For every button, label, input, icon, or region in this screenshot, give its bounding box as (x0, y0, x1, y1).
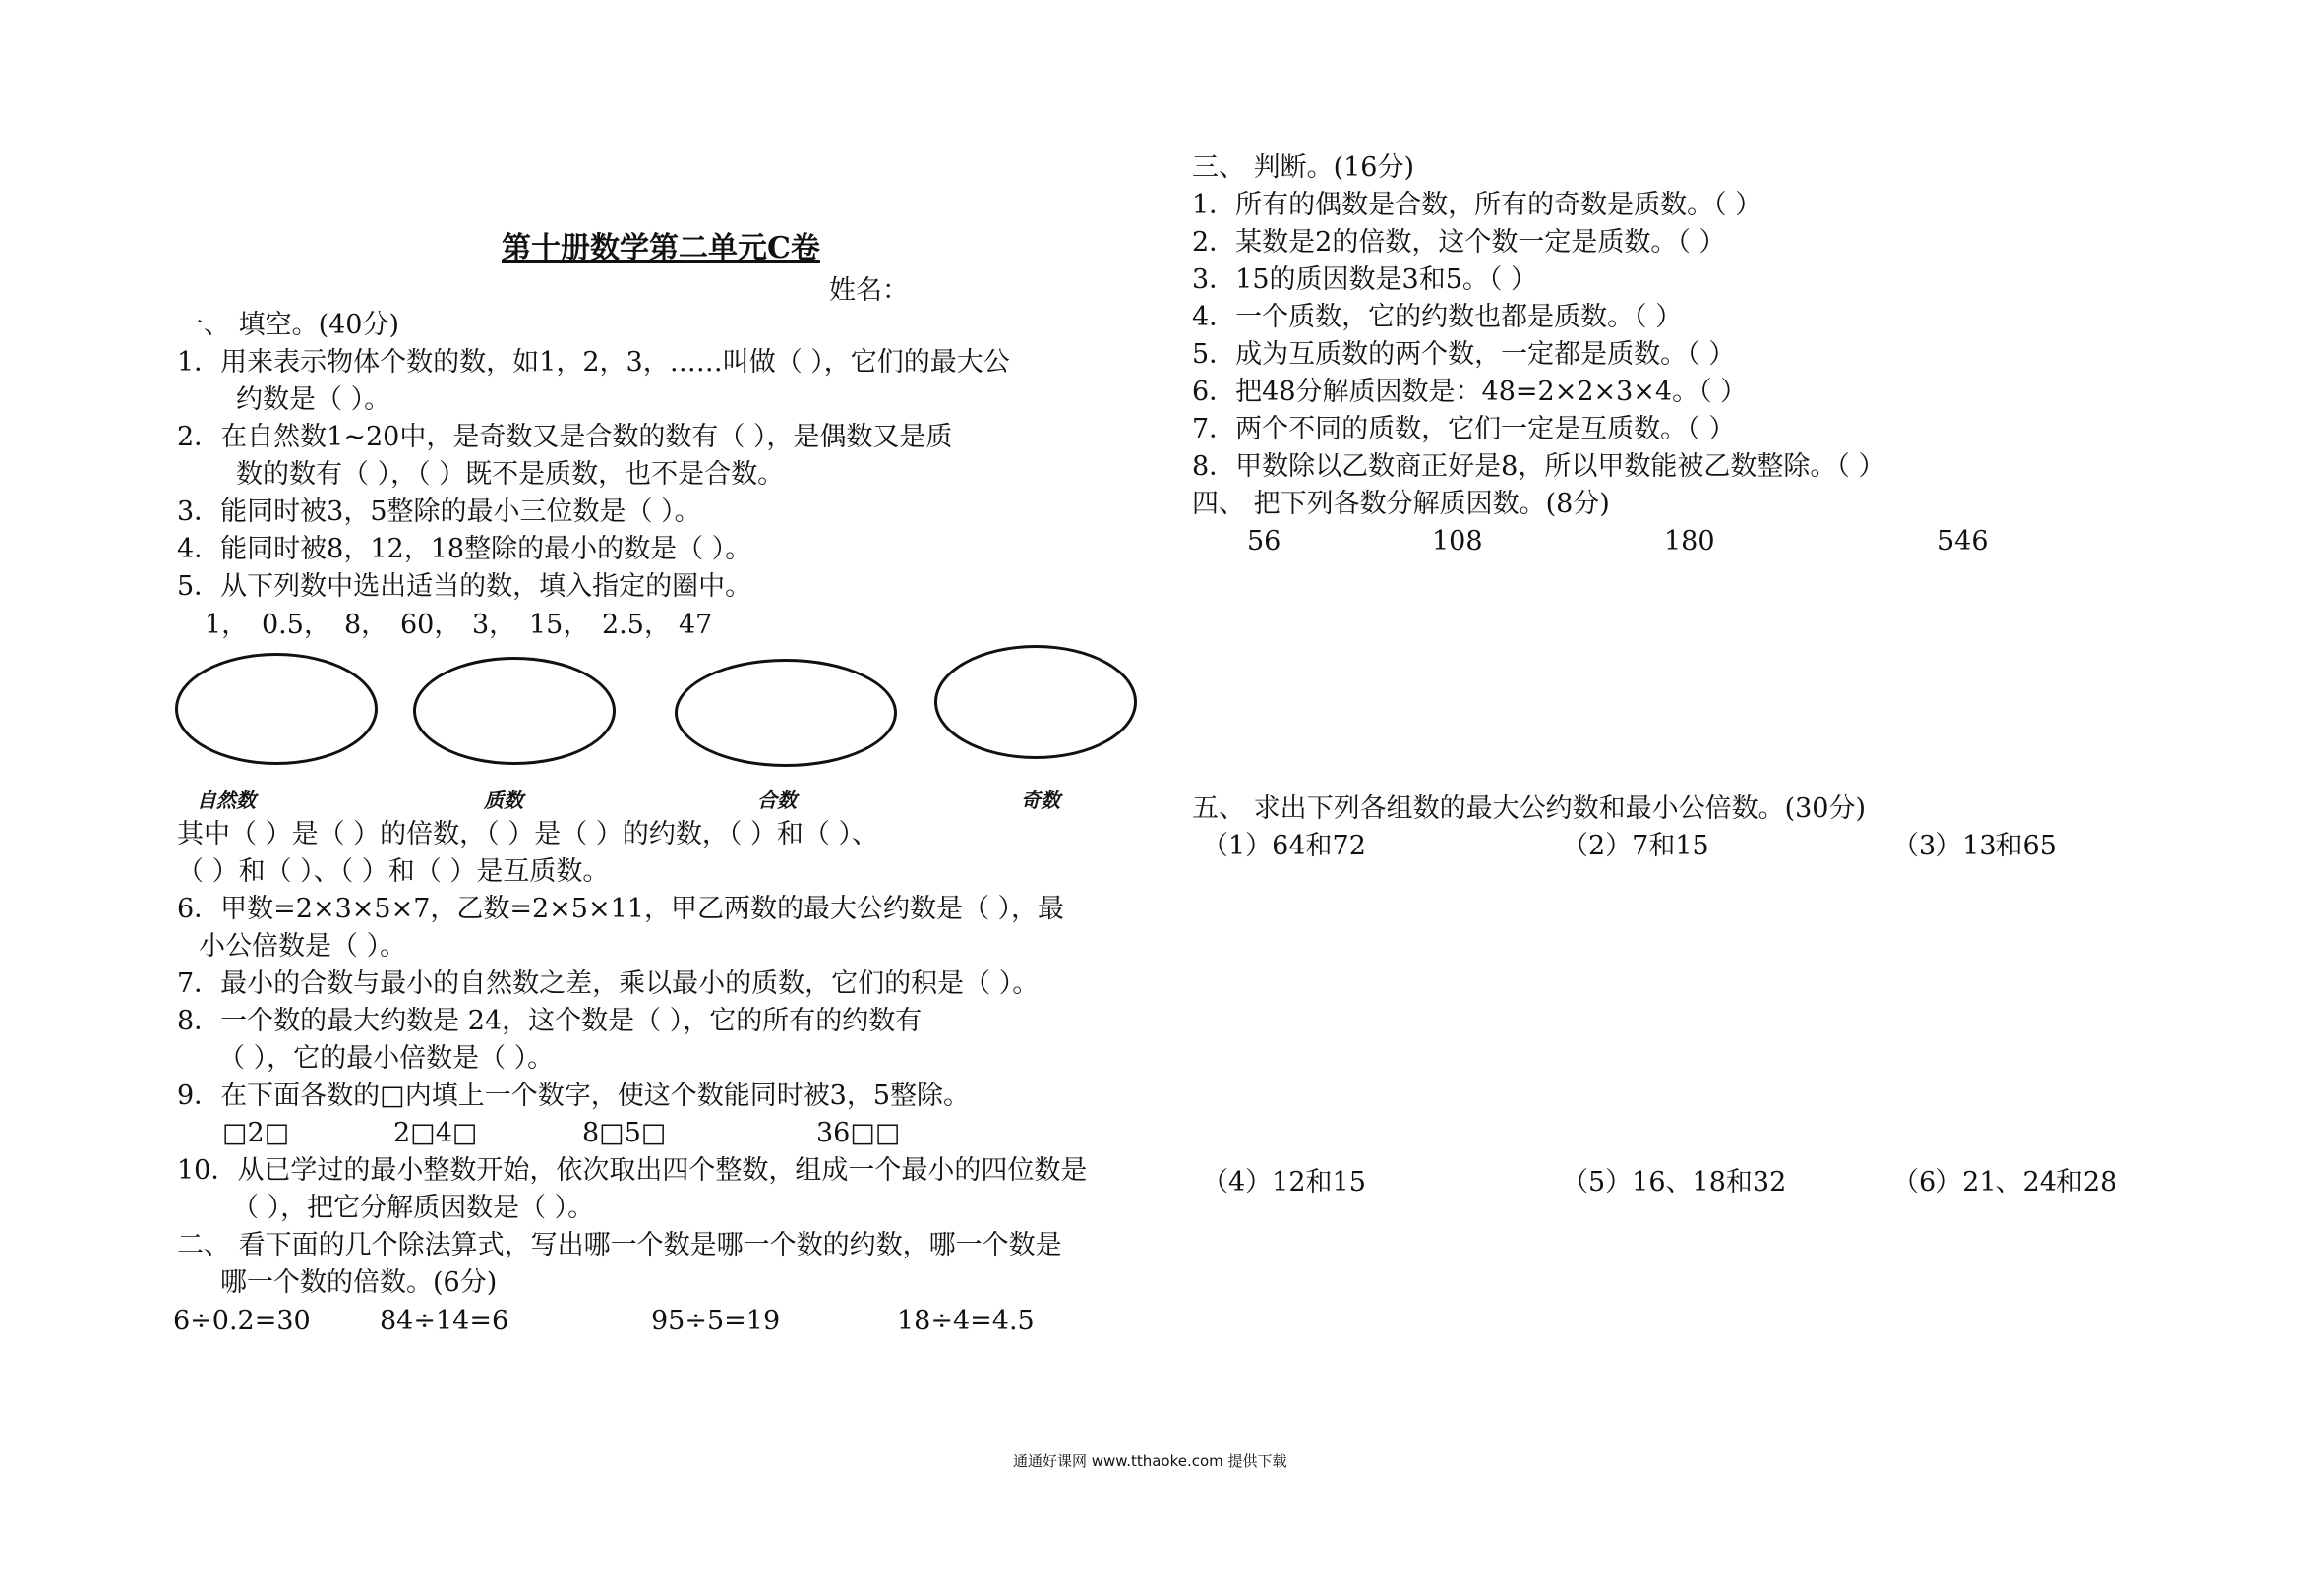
gcd-lcm-item: （5）16、18和32 (1562, 1167, 1787, 1198)
judgment-1: 1．所有的偶数是合数，所有的奇数是质数。（ ） (1192, 190, 1762, 220)
gcd-lcm-item: （4）12和15 (1202, 1167, 1366, 1198)
oval-label: 合数 (757, 789, 797, 812)
gcd-lcm-item: （1）64和72 (1202, 831, 1366, 861)
digit-blank-item: 2□4□ (393, 1118, 478, 1148)
oval-odd-numbers (934, 645, 1137, 759)
question-6-line-2: 小公倍数是（ ）。 (199, 931, 407, 962)
factor-number: 180 (1664, 526, 1715, 556)
question-5: 5．从下列数中选出适当的数，填入指定的圈中。 (177, 571, 752, 602)
judgment-7: 7．两个不同的质数，它们一定是互质数。（ ） (1192, 414, 1736, 444)
factor-number: 56 (1247, 526, 1281, 556)
oval-prime-numbers (413, 657, 616, 765)
oval-label: 自然数 (197, 789, 256, 812)
digit-blank-item: □2□ (222, 1118, 290, 1148)
question-4: 4．能同时被8，12，18整除的最小的数是（ ）。 (177, 534, 752, 564)
judgment-6: 6．把48分解质因数是：48=2×2×3×4。（ ） (1192, 377, 1748, 407)
number-item: 8， (344, 610, 388, 640)
division-item: 6÷0.2=30 (173, 1306, 311, 1336)
factor-number: 108 (1432, 526, 1483, 556)
oval-natural-numbers (175, 653, 378, 765)
gcd-lcm-item: （6）21、24和28 (1892, 1167, 2117, 1198)
oval-label: 奇数 (1021, 789, 1060, 812)
number-item: 3， (472, 610, 516, 640)
section-1-heading: 一、 填空。(40分) (177, 310, 400, 340)
digit-blank-item: 8□5□ (582, 1118, 667, 1148)
page-title: 第十册数学第二单元C卷 (502, 231, 820, 265)
question-8-line-2: （ ），它的最小倍数是（ ）。 (218, 1043, 555, 1074)
number-item: 47 (679, 610, 713, 640)
number-item: 60， (400, 610, 461, 640)
question-9: 9．在下面各数的□内填上一个数字，使这个数能同时被3，5整除。 (177, 1081, 971, 1111)
question-6-line-1: 6．甲数=2×3×5×7，乙数=2×5×11，甲乙两数的最大公约数是（ ），最 (177, 894, 1065, 924)
question-2-line-1: 2．在自然数1~20中，是奇数又是合数的数有（ ），是偶数又是质 (177, 422, 953, 452)
gcd-lcm-item: （2）7和15 (1562, 831, 1709, 861)
division-item: 95÷5=19 (651, 1306, 781, 1336)
question-10-line-1: 10．从已学过的最小整数开始，依次取出四个整数，组成一个最小的四位数是 (177, 1155, 1088, 1186)
footer-credit: 通通好课网 www.tthaoke.com 提供下载 (1013, 1452, 1287, 1470)
question-8-line-1: 8．一个数的最大约数是 24，这个数是（ ），它的所有的约数有 (177, 1006, 923, 1036)
section-4-heading: 四、 把下列各数分解质因数。(8分) (1192, 489, 1610, 519)
section-3-heading: 三、 判断。(16分) (1192, 152, 1415, 183)
number-item: 15， (529, 610, 590, 640)
factor-number: 546 (1937, 526, 1989, 556)
judgment-2: 2．某数是2的倍数，这个数一定是质数。（ ） (1192, 227, 1726, 258)
number-item: 0.5， (262, 610, 330, 640)
question-3: 3．能同时被3，5整除的最小三位数是（ ）。 (177, 497, 701, 527)
judgment-8: 8．甲数除以乙数商正好是8，所以甲数能被乙数整除。（ ） (1192, 451, 1885, 482)
oval-composite-numbers (675, 659, 897, 767)
name-label: 姓名： (829, 275, 909, 306)
question-1-line-1: 1．用来表示物体个数的数，如1，2，3，……叫做（ ），它们的最大公 (177, 347, 1010, 378)
division-item: 84÷14=6 (380, 1306, 509, 1336)
judgment-4: 4．一个质数，它的约数也都是质数。（ ） (1192, 302, 1683, 332)
section-5-heading: 五、 求出下列各组数的最大公约数和最小公倍数。(30分) (1192, 793, 1867, 824)
number-item: 2.5， (602, 610, 671, 640)
division-item: 18÷4=4.5 (897, 1306, 1035, 1336)
oval-label: 质数 (484, 789, 523, 812)
judgment-3: 3．15的质因数是3和5。（ ） (1192, 264, 1537, 295)
judgment-5: 5．成为互质数的两个数，一定都是质数。（ ） (1192, 339, 1736, 370)
question-7: 7．最小的合数与最小的自然数之差，乘以最小的质数，它们的积是（ ）。 (177, 968, 1040, 999)
gcd-lcm-item: （3）13和65 (1892, 831, 2056, 861)
digit-blank-item: 36□□ (816, 1118, 901, 1148)
question-2-line-2: 数的数有（ ），（ ）既不是质数，也不是合数。 (236, 459, 785, 490)
question-10-line-2: （ ），把它分解质因数是（ ）。 (232, 1193, 595, 1223)
question-5-line-3: 其中（ ）是（ ）的倍数，（ ）是（ ）的约数，（ ）和（ ）、 (177, 819, 878, 849)
question-5-line-4: （ ）和（ ）、（ ）和（ ）是互质数。 (177, 856, 610, 887)
section-2-heading-line-2: 哪一个数的倍数。(6分) (220, 1267, 498, 1298)
section-2-heading: 二、 看下面的几个除法算式，写出哪一个数是哪一个数的约数，哪一个数是 (177, 1230, 1062, 1260)
number-item: 1， (205, 610, 249, 640)
question-1-line-2: 约数是（ ）。 (236, 384, 391, 415)
